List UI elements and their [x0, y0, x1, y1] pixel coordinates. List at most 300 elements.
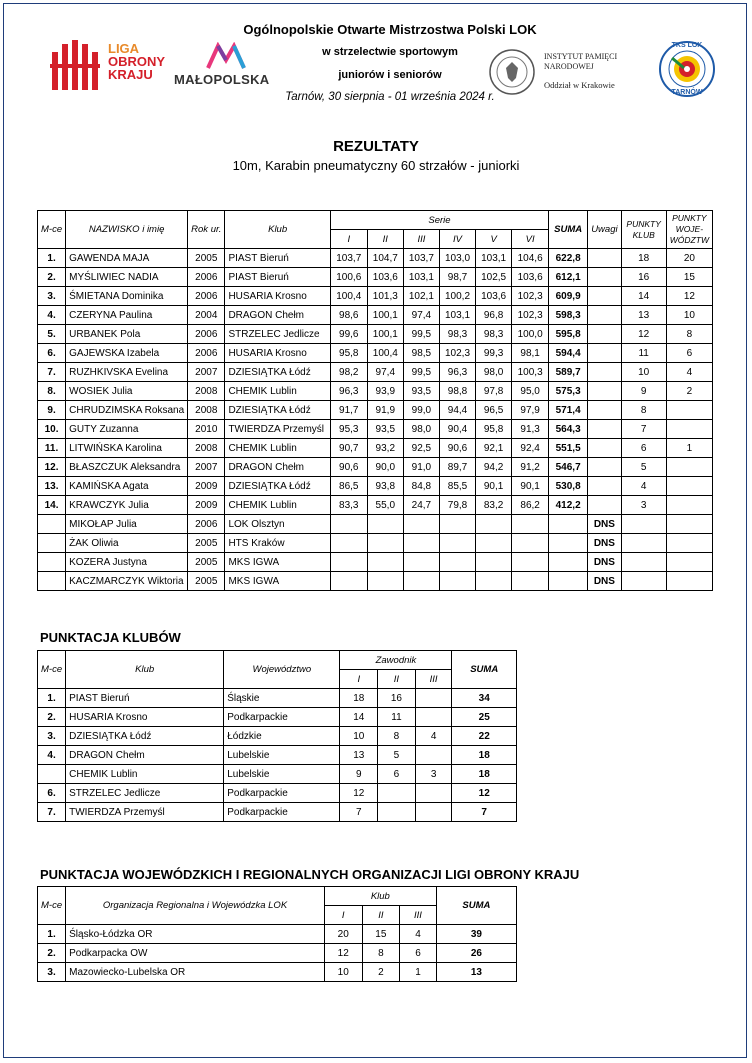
- series-score: [330, 572, 367, 591]
- series-score: 97,4: [403, 306, 439, 325]
- series-score: [476, 515, 512, 534]
- voivodeship-points: [666, 420, 712, 439]
- club-col-sum: SUMA: [452, 651, 517, 689]
- event-date: Tarnów, 30 sierpnia - 01 września 2024 r.: [285, 91, 495, 103]
- series-score: 83,2: [476, 496, 512, 515]
- competitor-points: [415, 708, 452, 727]
- series-score: 100,4: [367, 344, 403, 363]
- competitor-points: 18: [340, 689, 378, 708]
- club-name: DRAGON Chełm: [225, 306, 330, 325]
- org-col-sum: SUMA: [436, 887, 516, 925]
- note: DNS: [588, 534, 621, 553]
- series-score: 90,1: [512, 477, 549, 496]
- series-score: 102,3: [439, 344, 475, 363]
- results-table: [37, 210, 713, 591]
- col-serie: Serie: [330, 211, 548, 230]
- note: [588, 363, 621, 382]
- series-score: 85,5: [439, 477, 475, 496]
- competitor-name: MIKOŁAP Julia: [66, 515, 188, 534]
- series-score: 100,6: [330, 268, 367, 287]
- place: 6.: [38, 344, 66, 363]
- voivodeship: Łódzkie: [224, 727, 340, 746]
- table-row: [38, 708, 517, 727]
- org-col-place: M-ce: [38, 887, 66, 925]
- club-name: DRAGON Chełm: [225, 458, 330, 477]
- birth-year: 2005: [188, 534, 225, 553]
- birth-year: 2008: [188, 401, 225, 420]
- competitor-name: GAJEWSKA Izabela: [66, 344, 188, 363]
- col-serie-4: IV: [439, 230, 475, 249]
- competitor-name: CHRUDZIMSKA Roksana: [66, 401, 188, 420]
- ipn-line2: NARODOWEJ: [544, 62, 594, 71]
- table-row: [38, 572, 713, 591]
- series-score: [439, 534, 475, 553]
- series-score: 98,7: [439, 268, 475, 287]
- club-points: 10: [621, 363, 666, 382]
- series-score: 104,7: [367, 249, 403, 268]
- birth-year: 2010: [188, 420, 225, 439]
- competitor-name: URBANEK Pola: [66, 325, 188, 344]
- competitor-points: 8: [378, 727, 416, 746]
- series-score: 90,4: [439, 420, 475, 439]
- tks-bottom-text: TARNÓW: [671, 89, 703, 96]
- total-points: 34: [452, 689, 517, 708]
- series-score: [367, 515, 403, 534]
- series-score: 92,4: [512, 439, 549, 458]
- liga-text: LIGA: [108, 41, 140, 56]
- series-score: 92,1: [476, 439, 512, 458]
- competitor-name: ŻAK Oliwia: [66, 534, 188, 553]
- club-name: DRAGON Chełm: [66, 746, 224, 765]
- org-col-2: II: [362, 906, 400, 925]
- birth-year: 2006: [188, 344, 225, 363]
- club-points: 10: [324, 963, 362, 982]
- total-points: 13: [436, 963, 516, 982]
- place: 7.: [38, 363, 66, 382]
- table-row: [38, 553, 713, 572]
- series-score: [403, 553, 439, 572]
- table-row: [38, 344, 713, 363]
- series-score: 91,9: [367, 401, 403, 420]
- place: 2.: [38, 708, 66, 727]
- total-points: 22: [452, 727, 517, 746]
- competitor-name: BŁASZCZUK Aleksandra: [66, 458, 188, 477]
- total-points: 26: [436, 944, 516, 963]
- competitor-points: 10: [340, 727, 378, 746]
- place: [38, 515, 66, 534]
- table-row: [38, 925, 517, 944]
- place: 3.: [38, 727, 66, 746]
- table-row: [38, 249, 713, 268]
- tks-top-text: TKS LOK: [671, 42, 703, 49]
- place: 5.: [38, 325, 66, 344]
- club-name: HUSARIA Krosno: [225, 287, 330, 306]
- col-place: M-ce: [38, 211, 66, 249]
- place: 1.: [38, 249, 66, 268]
- series-score: 100,2: [439, 287, 475, 306]
- series-score: 99,0: [403, 401, 439, 420]
- voivodeship: Podkarpackie: [224, 708, 340, 727]
- note: [588, 496, 621, 515]
- org-col-org: Organizacja Regionalna i Wojewódzka LOK: [66, 887, 325, 925]
- club-name: MKS IGWA: [225, 553, 330, 572]
- series-score: 103,1: [403, 268, 439, 287]
- place: 4.: [38, 306, 66, 325]
- page-title: REZULTATY: [333, 138, 419, 155]
- club-name: PIAST Bieruń: [225, 268, 330, 287]
- table-row: [38, 458, 713, 477]
- table-row: [38, 963, 517, 982]
- ipn-logo: [488, 48, 633, 98]
- club-points: 1: [400, 963, 437, 982]
- place: [38, 534, 66, 553]
- series-score: 90,1: [476, 477, 512, 496]
- birth-year: 2005: [188, 249, 225, 268]
- note: [588, 306, 621, 325]
- competitor-name: KOZERA Justyna: [66, 553, 188, 572]
- series-score: 104,6: [512, 249, 549, 268]
- series-score: 98,6: [330, 306, 367, 325]
- series-score: [439, 515, 475, 534]
- club-name: TWIERDZA Przemyśl: [66, 803, 224, 822]
- col-serie-5: V: [476, 230, 512, 249]
- series-score: 95,3: [330, 420, 367, 439]
- voivodeship-points: 10: [666, 306, 712, 325]
- club-name: STRZELEC Jedlicze: [66, 784, 224, 803]
- voivodeship-points: 6: [666, 344, 712, 363]
- club-points: [621, 553, 666, 572]
- series-score: [439, 553, 475, 572]
- competitor-points: 9: [340, 765, 378, 784]
- total-score: 546,7: [549, 458, 588, 477]
- voivodeship-points: [666, 534, 712, 553]
- series-score: 102,3: [512, 287, 549, 306]
- total-score: [549, 534, 588, 553]
- note: DNS: [588, 515, 621, 534]
- club-col-3: III: [415, 670, 452, 689]
- total-points: 25: [452, 708, 517, 727]
- organization-name: Śląsko-Łódzka OR: [66, 925, 325, 944]
- competitor-name: ŚMIETANA Dominika: [66, 287, 188, 306]
- note: [588, 287, 621, 306]
- total-points: 18: [452, 765, 517, 784]
- note: DNS: [588, 553, 621, 572]
- malopolska-text: MAŁOPOLSKA: [174, 72, 270, 87]
- series-score: 24,7: [403, 496, 439, 515]
- place: [38, 765, 66, 784]
- table-row: [38, 325, 713, 344]
- total-score: 412,2: [549, 496, 588, 515]
- table-row: [38, 477, 713, 496]
- series-score: 55,0: [367, 496, 403, 515]
- series-score: [476, 534, 512, 553]
- ipn-line1: INSTYTUT PAMIĘCI: [544, 52, 618, 61]
- birth-year: 2005: [188, 553, 225, 572]
- series-score: 93,5: [403, 382, 439, 401]
- birth-year: 2006: [188, 325, 225, 344]
- series-score: [330, 553, 367, 572]
- series-score: 99,5: [403, 363, 439, 382]
- series-score: 100,3: [512, 363, 549, 382]
- series-score: 103,1: [476, 249, 512, 268]
- club-points: 6: [621, 439, 666, 458]
- competitor-name: KAMIŃSKA Agata: [66, 477, 188, 496]
- competitor-points: 13: [340, 746, 378, 765]
- club-points: 7: [621, 420, 666, 439]
- total-score: 589,7: [549, 363, 588, 382]
- club-name: MKS IGWA: [225, 572, 330, 591]
- club-ranking-title: PUNKTACJA KLUBÓW: [40, 630, 181, 645]
- competitor-name: CZERYNA Paulina: [66, 306, 188, 325]
- note: [588, 249, 621, 268]
- series-score: 90,6: [330, 458, 367, 477]
- series-score: 103,7: [330, 249, 367, 268]
- total-points: 12: [452, 784, 517, 803]
- table-row: [38, 534, 713, 553]
- competitor-points: 16: [378, 689, 416, 708]
- place: 10.: [38, 420, 66, 439]
- competitor-points: [415, 784, 452, 803]
- series-score: 93,5: [367, 420, 403, 439]
- series-score: 93,2: [367, 439, 403, 458]
- club-points: 4: [400, 925, 437, 944]
- series-score: [403, 534, 439, 553]
- club-points: 12: [324, 944, 362, 963]
- club-col-1: I: [340, 670, 378, 689]
- total-score: 612,1: [549, 268, 588, 287]
- col-serie-6: VI: [512, 230, 549, 249]
- table-row: [38, 944, 517, 963]
- series-score: 86,2: [512, 496, 549, 515]
- series-score: 90,6: [439, 439, 475, 458]
- competitor-points: 6: [378, 765, 416, 784]
- table-row: [38, 382, 713, 401]
- voivodeship-points: [666, 572, 712, 591]
- club-col-place: M-ce: [38, 651, 66, 689]
- place: [38, 553, 66, 572]
- club-name: DZIESIĄTKA Łódź: [225, 401, 330, 420]
- col-notes: Uwagi: [588, 211, 621, 249]
- club-name: TWIERDZA Przemyśl: [225, 420, 330, 439]
- series-score: 93,8: [367, 477, 403, 496]
- col-serie-3: III: [403, 230, 439, 249]
- total-score: [549, 572, 588, 591]
- series-score: 95,0: [512, 382, 549, 401]
- note: [588, 458, 621, 477]
- series-score: 79,8: [439, 496, 475, 515]
- club-name: DZIESIĄTKA Łódź: [225, 477, 330, 496]
- ipn-line3: Oddział w Krakowie: [544, 80, 615, 90]
- col-serie-2: II: [367, 230, 403, 249]
- series-score: [512, 515, 549, 534]
- note: [588, 477, 621, 496]
- series-score: 96,3: [439, 363, 475, 382]
- competitor-points: 14: [340, 708, 378, 727]
- table-row: [38, 420, 713, 439]
- series-score: 98,0: [403, 420, 439, 439]
- competitor-points: 3: [415, 765, 452, 784]
- table-row: [38, 784, 517, 803]
- series-score: 96,3: [330, 382, 367, 401]
- series-score: [512, 572, 549, 591]
- birth-year: 2007: [188, 458, 225, 477]
- competitor-name: LITWIŃSKA Karolina: [66, 439, 188, 458]
- col-voivodeship-points: PUNKTY WOJE-WÓDZTW: [666, 211, 712, 249]
- birth-year: 2009: [188, 496, 225, 515]
- total-score: 622,8: [549, 249, 588, 268]
- club-points: 13: [621, 306, 666, 325]
- place: 7.: [38, 803, 66, 822]
- note: [588, 268, 621, 287]
- club-points: 9: [621, 382, 666, 401]
- total-points: 39: [436, 925, 516, 944]
- series-score: [367, 534, 403, 553]
- total-score: [549, 515, 588, 534]
- club-name: HUSARIA Krosno: [66, 708, 224, 727]
- org-ranking-table: [37, 886, 517, 982]
- series-score: 103,0: [439, 249, 475, 268]
- org-ranking-title: PUNKTACJA WOJEWÓDZKICH I REGIONALNYCH ORGANIZACJI LIGI OBRONY KRAJU: [40, 867, 580, 882]
- series-score: 100,1: [367, 306, 403, 325]
- competitor-points: [378, 803, 416, 822]
- series-score: 94,2: [476, 458, 512, 477]
- total-points: 18: [452, 746, 517, 765]
- series-score: 95,8: [476, 420, 512, 439]
- total-score: 594,4: [549, 344, 588, 363]
- place: [38, 572, 66, 591]
- place: 4.: [38, 746, 66, 765]
- birth-year: 2008: [188, 382, 225, 401]
- series-score: 98,3: [476, 325, 512, 344]
- note: [588, 439, 621, 458]
- series-score: 89,7: [439, 458, 475, 477]
- club-col-voivodeship: Województwo: [224, 651, 340, 689]
- club-name: PIAST Bieruń: [66, 689, 224, 708]
- competitor-points: [378, 784, 416, 803]
- club-name: CHEMIK Lublin: [225, 382, 330, 401]
- series-score: 102,3: [512, 306, 549, 325]
- col-serie-1: I: [330, 230, 367, 249]
- total-points: 7: [452, 803, 517, 822]
- place: 11.: [38, 439, 66, 458]
- series-score: 103,6: [512, 268, 549, 287]
- org-col-1: I: [324, 906, 362, 925]
- birth-year: 2008: [188, 439, 225, 458]
- club-name: DZIESIĄTKA Łódź: [66, 727, 224, 746]
- competitor-name: GUTY Zuzanna: [66, 420, 188, 439]
- club-points: 8: [621, 401, 666, 420]
- event-subtitle-2: juniorów i seniorów: [338, 69, 442, 81]
- voivodeship: Śląskie: [224, 689, 340, 708]
- birth-year: 2005: [188, 572, 225, 591]
- series-score: 97,4: [367, 363, 403, 382]
- club-name: LOK Olsztyn: [225, 515, 330, 534]
- total-score: 609,9: [549, 287, 588, 306]
- series-score: 98,3: [439, 325, 475, 344]
- club-points: 5: [621, 458, 666, 477]
- total-score: 564,3: [549, 420, 588, 439]
- competition-subtitle: 10m, Karabin pneumatyczny 60 strzałów - juniorki: [232, 158, 520, 173]
- club-points: 6: [400, 944, 437, 963]
- total-score: [549, 553, 588, 572]
- col-name: NAZWISKO i imię: [66, 211, 188, 249]
- club-points: 8: [362, 944, 400, 963]
- table-row: [38, 803, 517, 822]
- table-row: [38, 689, 517, 708]
- birth-year: 2006: [188, 515, 225, 534]
- competitor-points: 4: [415, 727, 452, 746]
- series-score: 100,0: [512, 325, 549, 344]
- club-col-club: Klub: [66, 651, 224, 689]
- series-score: 99,6: [330, 325, 367, 344]
- competitor-name: WOSIEK Julia: [66, 382, 188, 401]
- voivodeship-points: 12: [666, 287, 712, 306]
- series-score: [367, 553, 403, 572]
- competitor-name: RUZHKIVSKA Evelina: [66, 363, 188, 382]
- tks-lok-tarnow-logo: [658, 38, 716, 100]
- club-points: 4: [621, 477, 666, 496]
- table-row: [38, 363, 713, 382]
- club-points: [621, 534, 666, 553]
- club-col-group: Zawodnik: [340, 651, 452, 670]
- series-score: 98,1: [512, 344, 549, 363]
- series-score: [403, 572, 439, 591]
- total-score: 575,3: [549, 382, 588, 401]
- series-score: 100,4: [330, 287, 367, 306]
- organization-name: Podkarpacka OW: [66, 944, 325, 963]
- series-score: [476, 572, 512, 591]
- note: [588, 344, 621, 363]
- table-row: [38, 727, 517, 746]
- series-score: 98,2: [330, 363, 367, 382]
- place: 8.: [38, 382, 66, 401]
- note: [588, 325, 621, 344]
- series-score: 99,3: [476, 344, 512, 363]
- total-score: 551,5: [549, 439, 588, 458]
- place: 3.: [38, 963, 66, 982]
- club-points: 11: [621, 344, 666, 363]
- competitor-name: MYŚLIWIEC NADIA: [66, 268, 188, 287]
- table-row: [38, 439, 713, 458]
- series-score: 91,7: [330, 401, 367, 420]
- series-score: [512, 553, 549, 572]
- voivodeship-points: 4: [666, 363, 712, 382]
- club-points: 2: [362, 963, 400, 982]
- voivodeship-points: [666, 553, 712, 572]
- table-row: [38, 401, 713, 420]
- club-ranking-table: [37, 650, 517, 822]
- club-points: 16: [621, 268, 666, 287]
- series-score: 97,8: [476, 382, 512, 401]
- series-score: 102,5: [476, 268, 512, 287]
- organization-name: Mazowiecko-Lubelska OR: [66, 963, 325, 982]
- event-subtitle-1: w strzelectwie sportowym: [322, 46, 458, 58]
- series-score: 92,5: [403, 439, 439, 458]
- series-score: [330, 515, 367, 534]
- voivodeship-points: 15: [666, 268, 712, 287]
- place: 1.: [38, 689, 66, 708]
- obrony-text: OBRONY: [108, 54, 166, 69]
- club-points: [621, 515, 666, 534]
- col-club: Klub: [225, 211, 330, 249]
- club-points: 3: [621, 496, 666, 515]
- series-score: 96,5: [476, 401, 512, 420]
- series-score: 98,5: [403, 344, 439, 363]
- place: 14.: [38, 496, 66, 515]
- voivodeship: Podkarpackie: [224, 803, 340, 822]
- series-score: 98,8: [439, 382, 475, 401]
- series-score: 100,1: [367, 325, 403, 344]
